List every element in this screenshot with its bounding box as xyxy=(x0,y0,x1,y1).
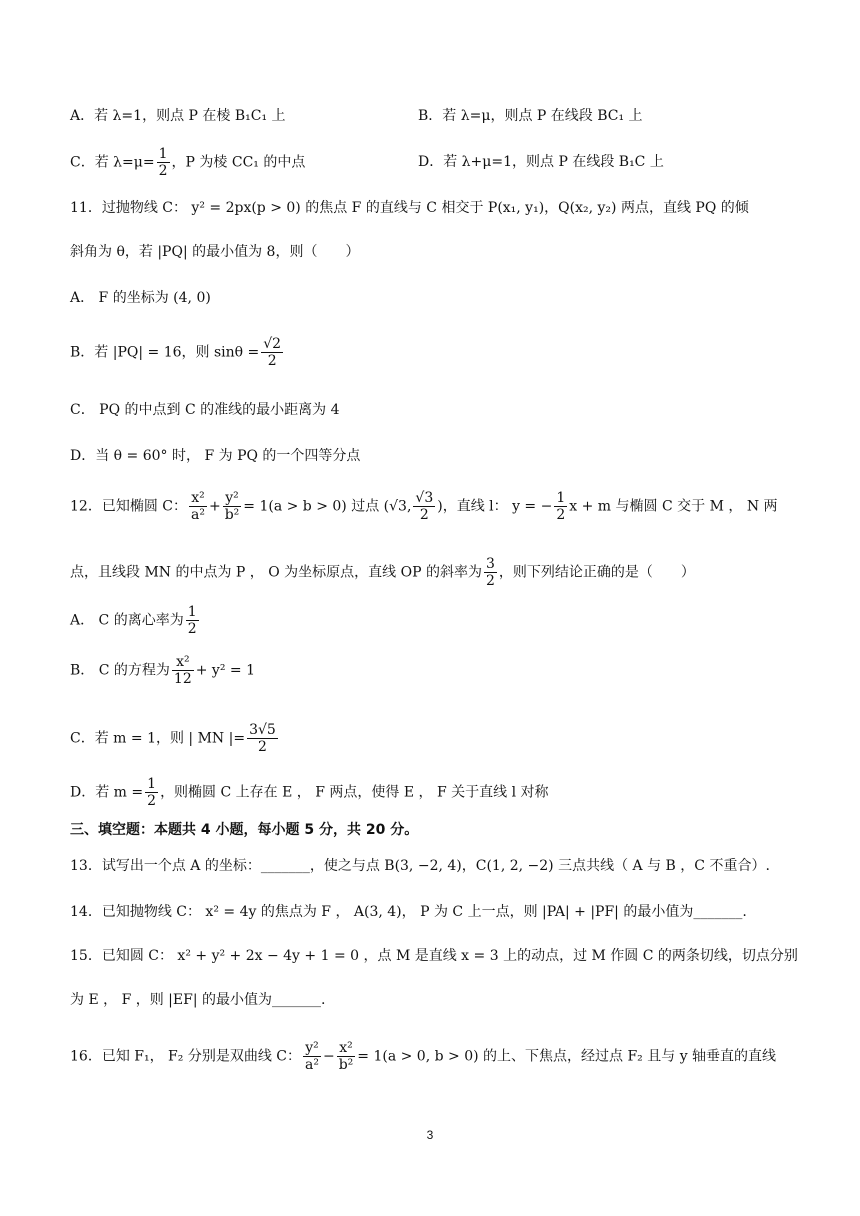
q12-option-b-text: B． C 的方程为 xyxy=(70,662,170,679)
q10-option-b: B．若 λ=μ，则点 P 在线段 BC₁ 上 xyxy=(418,108,643,124)
fraction-denominator: a² xyxy=(190,507,205,523)
q12-stem-text-mid: = 1(a > b > 0) 过点 (√3, xyxy=(243,498,412,515)
fraction-numerator: 1 xyxy=(147,776,157,792)
q12-fraction-slope xyxy=(554,490,567,523)
q11-option-b xyxy=(70,336,285,369)
q12-stem-text: 12．已知椭圆 C： xyxy=(70,498,187,515)
fraction-denominator: 2 xyxy=(147,793,157,809)
q16-stem-text: 16．已知 F₁， F₂ 分别是双曲线 C： xyxy=(70,1048,301,1065)
q13: 13．试写出一个点 A 的坐标：_______，使之与点 B(3, −2, 4)，C(1, 2, −2) 三点共线（ A 与 B ，C 不重合）. xyxy=(70,858,770,874)
q12-option-c-text: C．若 m = 1，则 | MN |= xyxy=(70,730,246,747)
fraction-denominator: 2 xyxy=(257,739,267,755)
q12-stem-text-end: x + m 与椭圆 C 交于 M ， N 两 xyxy=(569,498,778,515)
minus-sign: − xyxy=(322,1048,335,1065)
fraction-denominator: 2 xyxy=(419,507,429,523)
q12-fraction-op-slope xyxy=(484,556,497,589)
q12-option-a-fraction xyxy=(186,604,199,637)
page-number: 3 xyxy=(426,1128,434,1142)
q10-option-a: A．若 λ=1，则点 P 在棱 B₁C₁ 上 xyxy=(70,108,286,124)
q11-option-c: C． PQ 的中点到 C 的准线的最小距离为 4 xyxy=(70,402,340,418)
fraction-numerator: x² xyxy=(337,1040,356,1057)
q15-line1: 15．已知圆 C： x² + y² + 2x − 4y + 1 = 0 ，点 M 是直线 x = 3 上的动点，过 M 作圆 C 的两条切线，切点分别 xyxy=(70,948,798,964)
fraction-denominator: b² xyxy=(338,1057,354,1073)
q10-option-c xyxy=(70,146,305,179)
q12-option-d-text: D．若 m = xyxy=(70,784,144,801)
q12-option-b xyxy=(70,654,255,687)
q11-stem-line1: 11．过抛物线 C： y² = 2px(p > 0) 的焦点 F 的直线与 C 相交于 P(x₁, y₁)，Q(x₂, y₂) 两点，直线 PQ 的倾 xyxy=(70,200,749,216)
fraction-denominator: 2 xyxy=(187,621,197,637)
q10-option-c-text-end: ，P 为棱 CC₁ 的中点 xyxy=(171,154,306,171)
q12-fraction-y2-b2 xyxy=(223,490,242,523)
q12-option-a xyxy=(70,604,201,637)
q12-option-d-fraction xyxy=(145,776,158,809)
plus-sign: + xyxy=(208,498,221,515)
fraction-numerator: √2 xyxy=(263,336,282,352)
fraction-denominator: a² xyxy=(304,1057,319,1073)
fraction-numerator: x² xyxy=(189,490,207,507)
q11-stem-line2: 斜角为 θ，若 |PQ| 的最小值为 8，则（ ） xyxy=(70,244,360,260)
section-heading: 三、填空题：本题共 4 小题，每小题 5 分，共 20 分。 xyxy=(70,822,419,838)
q11-option-b-fraction xyxy=(261,336,283,369)
q16-stem xyxy=(70,1040,776,1073)
q12-option-c xyxy=(70,722,280,755)
fraction-numerator: x² xyxy=(172,654,194,671)
fraction-denominator: 2 xyxy=(267,353,277,369)
q11-option-b-text: B．若 |PQ| = 16，则 sinθ = xyxy=(70,344,260,361)
q14: 14．已知抛物线 C： x² = 4y 的焦点为 F ， A(3, 4)， P 为 C 上一点，则 |PA| + |PF| 的最小值为_______. xyxy=(70,904,747,920)
fraction-numerator: 3 xyxy=(485,556,495,572)
q10-option-d: D．若 λ+μ=1，则点 P 在线段 B₁C 上 xyxy=(418,154,664,170)
q10-option-c-text: C．若 λ=μ= xyxy=(70,154,155,171)
fraction-numerator: 3√5 xyxy=(249,722,276,738)
q12-stem-line2 xyxy=(70,556,695,589)
q11-option-d: D．当 θ = 60° 时， F 为 PQ 的一个四等分点 xyxy=(70,448,361,464)
fraction-numerator: 1 xyxy=(187,604,197,620)
q12-option-b-fraction xyxy=(172,654,194,687)
fraction-numerator: 1 xyxy=(158,146,168,162)
q12-stem2-text-end: ，则下列结论正确的是（ ） xyxy=(498,564,695,581)
q12-option-d-text-end: ，则椭圆 C 上存在 E ， F 两点，使得 E ， F 关于直线 l 对称 xyxy=(160,784,549,801)
fraction-denominator: 12 xyxy=(173,671,192,687)
q12-option-a-text: A． C 的离心率为 xyxy=(70,612,184,629)
q16-fraction-y2-a2 xyxy=(303,1040,321,1073)
q16-fraction-x2-b2 xyxy=(337,1040,356,1073)
q12-stem-text-mid2: )，直线 l： y = − xyxy=(437,498,553,515)
fraction-numerator: √3 xyxy=(415,490,434,506)
q12-option-b-text-end: + y² = 1 xyxy=(195,662,255,679)
q12-stem2-text: 点，且线段 MN 的中点为 P ， O 为坐标原点，直线 OP 的斜率为 xyxy=(70,564,482,581)
fraction-numerator: 1 xyxy=(556,490,566,506)
fraction-denominator: 2 xyxy=(556,507,566,523)
fraction-denominator: b² xyxy=(224,507,240,523)
q16-stem-text-end: = 1(a > 0, b > 0) 的上、下焦点，经过点 F₂ 且与 y 轴垂直的直线 xyxy=(357,1048,777,1065)
q11-option-a: A． F 的坐标为 (4, 0) xyxy=(70,290,211,306)
q15-line2: 为 E ， F ，则 |EF| 的最小值为_______. xyxy=(70,992,326,1008)
fraction-denominator: 2 xyxy=(158,163,168,179)
q12-option-c-fraction xyxy=(247,722,278,755)
fraction-denominator: 2 xyxy=(485,573,495,589)
fraction-numerator: y² xyxy=(223,490,242,507)
q12-stem-line1 xyxy=(70,490,778,523)
fraction-numerator: y² xyxy=(303,1040,321,1057)
q10-option-c-fraction xyxy=(157,146,170,179)
q12-fraction-x2-a2 xyxy=(189,490,207,523)
q12-fraction-point xyxy=(413,490,435,523)
q12-option-d xyxy=(70,776,549,809)
